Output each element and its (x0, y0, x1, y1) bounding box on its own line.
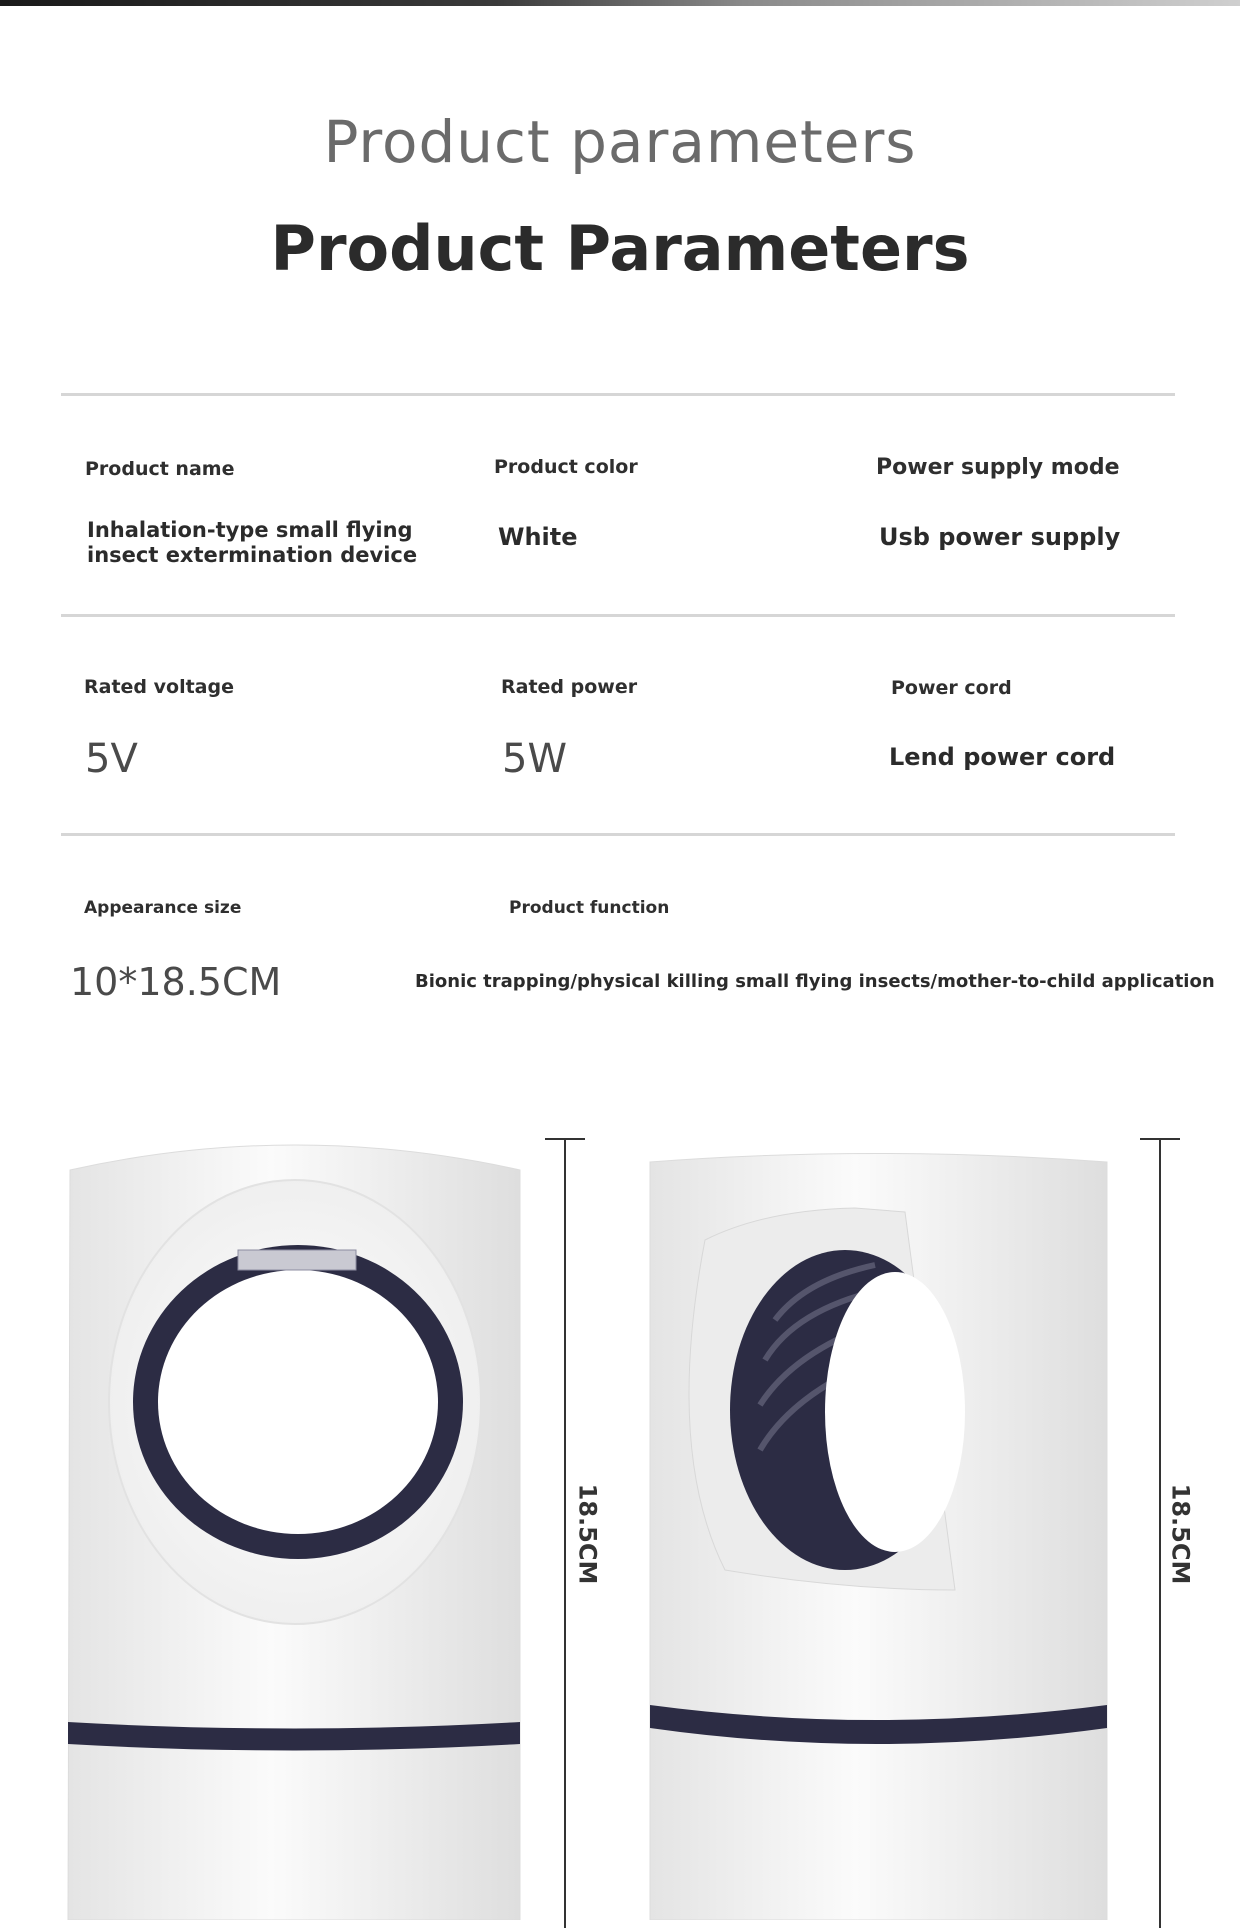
divider-row1 (61, 614, 1175, 617)
label-rated-power: Rated power (501, 676, 638, 698)
label-product-color: Product color (494, 456, 638, 478)
value-rated-power: 5W (502, 736, 567, 782)
value-product-function: Bionic trapping/physical killing small flying insects/mother-to-child application (415, 971, 1215, 992)
top-border-strip (0, 0, 1240, 6)
device-front-view (60, 1140, 530, 1920)
label-rated-voltage: Rated voltage (84, 676, 234, 698)
value-appearance-size: 10*18.5CM (70, 960, 282, 1004)
front-height-label: 18.5CM (573, 1483, 602, 1585)
value-rated-voltage: 5V (85, 736, 138, 782)
value-power-cord: Lend power cord (889, 743, 1116, 771)
side-height-label: 18.5CM (1166, 1483, 1195, 1585)
label-appearance-size: Appearance size (84, 898, 242, 918)
label-product-name: Product name (85, 458, 235, 480)
value-product-name: Inhalation-type small flying insect extermination device (87, 518, 418, 567)
label-power-cord: Power cord (891, 677, 1012, 699)
value-power-supply-mode: Usb power supply (879, 523, 1121, 551)
section-subtitle: Product parameters (323, 108, 917, 176)
label-product-function: Product function (509, 898, 670, 918)
label-power-supply-mode: Power supply mode (876, 455, 1120, 480)
device-side-view (645, 1150, 1115, 1920)
divider-top (61, 393, 1175, 396)
divider-row2 (61, 833, 1175, 836)
value-product-color: White (498, 523, 578, 551)
section-title: Product Parameters (270, 212, 970, 285)
